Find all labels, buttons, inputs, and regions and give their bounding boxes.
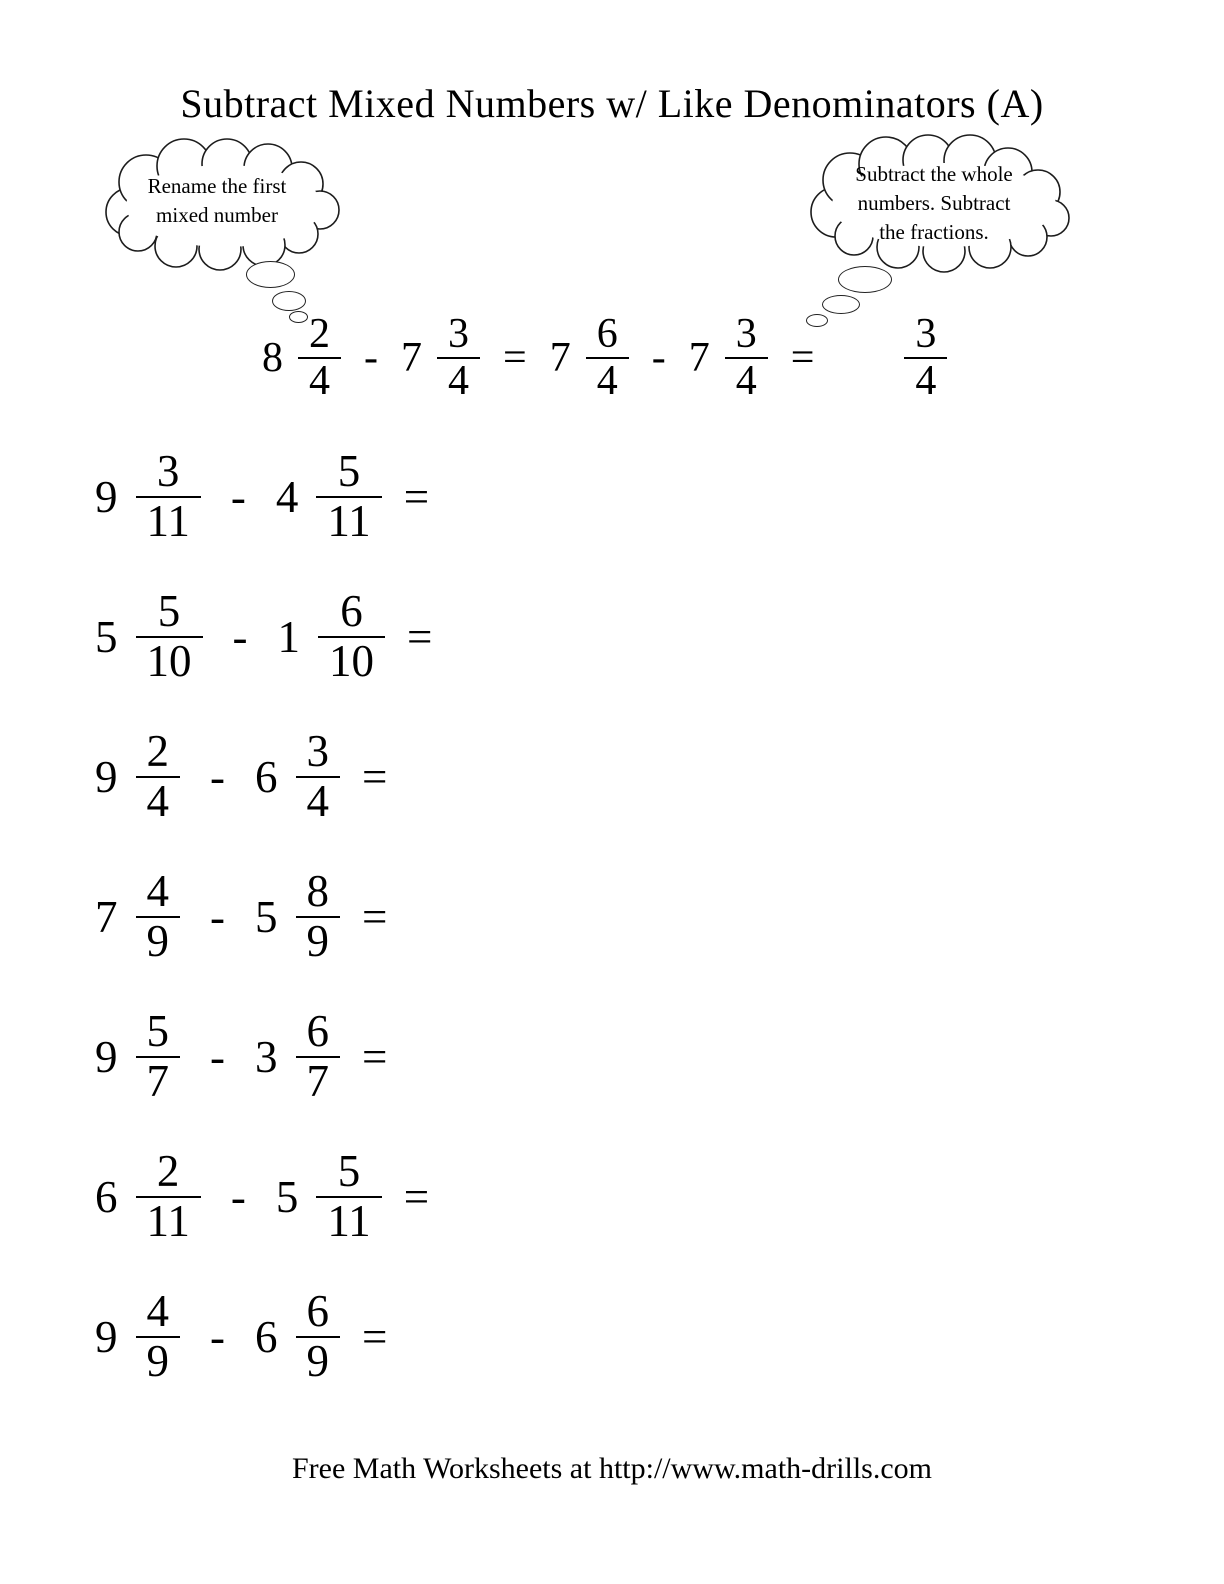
fraction: [298, 311, 341, 404]
bubble-left-line1: Rename the first: [147, 174, 287, 198]
fraction-numerator: 6: [306, 1286, 329, 1337]
fraction-numerator: 8: [306, 866, 329, 917]
whole-number-2: 5: [275, 1171, 299, 1222]
minus-sign: -: [210, 891, 225, 942]
whole-number-2: 3: [255, 1031, 278, 1082]
fraction-2: [296, 1006, 341, 1106]
fraction-numerator: 3: [306, 726, 329, 777]
fraction-numerator: 6: [596, 311, 618, 358]
problems-list: [95, 427, 444, 1407]
equals-sign: =: [362, 891, 388, 942]
whole-number-1: 9: [95, 1311, 118, 1362]
fraction-numerator: 2: [156, 1146, 180, 1197]
whole-number-1: 9: [95, 751, 118, 802]
fraction-1: [136, 586, 203, 686]
whole-number-2: 1: [277, 611, 300, 662]
whole-number-2: 6: [255, 1311, 278, 1362]
whole-number-2: 5: [255, 891, 278, 942]
fraction-numerator: 5: [337, 1146, 361, 1197]
fraction-numerator: 2: [146, 726, 169, 777]
fraction-denominator: 9: [146, 1336, 169, 1386]
fraction-denominator: 4: [309, 358, 330, 404]
equals-sign: =: [362, 1311, 388, 1362]
equals-sign: =: [407, 611, 433, 662]
minus-sign: -: [230, 471, 246, 522]
equals-sign: =: [790, 335, 815, 381]
whole-number-1: 5: [95, 611, 118, 662]
fraction-denominator: 10: [146, 636, 192, 686]
whole-number-2: 4: [275, 471, 299, 522]
example-equation: [262, 310, 947, 406]
whole-number: 7: [549, 335, 571, 381]
equals-sign: =: [362, 1031, 388, 1082]
fraction-numerator: 5: [146, 1006, 169, 1057]
fraction-denominator: 4: [448, 358, 469, 404]
fraction-denominator: 4: [915, 358, 937, 404]
fraction-numerator: 3: [735, 311, 757, 358]
fraction-denominator: 9: [306, 916, 329, 966]
whole-number: 7: [401, 335, 422, 381]
minus-sign: -: [651, 335, 666, 381]
fraction-denominator: 11: [146, 496, 190, 546]
fraction-denominator: 10: [329, 636, 374, 686]
fraction-denominator: 11: [327, 1196, 371, 1246]
fraction-1: [136, 1006, 181, 1106]
fraction-numerator: 6: [340, 586, 363, 637]
fraction-numerator: 6: [306, 1006, 329, 1057]
minus-sign: -: [232, 611, 248, 662]
fraction-1: [136, 726, 181, 826]
fraction-denominator: 9: [146, 916, 169, 966]
fraction-denominator: 11: [327, 496, 371, 546]
bubble-left-line2: mixed number: [156, 202, 278, 227]
fraction-1: [136, 866, 181, 966]
equals-sign: =: [503, 335, 527, 381]
minus-sign: -: [230, 1171, 246, 1222]
whole-number-1: 9: [95, 471, 118, 522]
thought-trail-dot: [272, 291, 306, 311]
fraction-numerator: 4: [146, 866, 169, 917]
fraction-numerator: 2: [309, 311, 330, 358]
minus-sign: -: [210, 1311, 225, 1362]
whole-number-1: 7: [95, 891, 118, 942]
fraction: [437, 311, 480, 404]
problem-row: [95, 707, 444, 847]
equals-sign: =: [403, 1171, 430, 1222]
equals-sign: =: [362, 751, 388, 802]
problem-row: [95, 987, 444, 1127]
thought-bubble-left: [108, 172, 326, 230]
fraction-numerator: 3: [915, 311, 937, 358]
equals-sign: =: [403, 471, 430, 522]
fraction-denominator: 7: [146, 1056, 169, 1106]
fraction-numerator: 5: [157, 586, 181, 637]
whole-number-2: 6: [255, 751, 278, 802]
thought-bubble-right: [806, 160, 1062, 247]
fraction-numerator: 3: [156, 446, 180, 497]
whole-number: 8: [262, 335, 283, 381]
whole-number-1: 6: [95, 1171, 118, 1222]
bubble-right-line3: the fractions.: [879, 219, 989, 244]
fraction-2: [316, 446, 381, 546]
problem-row: [95, 567, 444, 707]
bubble-right-line1: Subtract the whole: [855, 162, 1013, 186]
thought-trail-dot: [246, 261, 295, 288]
thought-trail-dot: [838, 266, 892, 293]
bubble-right-line2: numbers. Subtract: [857, 190, 1011, 215]
problem-row: [95, 1267, 444, 1407]
footer-credit: Free Math Worksheets at http://www.math-drills.com: [292, 1452, 932, 1485]
page-title: Subtract Mixed Numbers w/ Like Denominators (A): [180, 81, 1044, 126]
fraction-1: [136, 1286, 181, 1386]
whole-number: 7: [688, 335, 710, 381]
fraction-2: [296, 726, 341, 826]
minus-sign: -: [210, 751, 225, 802]
problem-row: [95, 427, 444, 567]
problem-row: [95, 847, 444, 987]
fraction-2: [318, 586, 385, 686]
minus-sign: -: [210, 1031, 225, 1082]
fraction-denominator: 7: [306, 1056, 329, 1106]
fraction-2: [316, 1146, 381, 1246]
fraction-denominator: 9: [306, 1336, 329, 1386]
fraction-numerator: 4: [146, 1286, 169, 1337]
problem-row: [95, 1127, 444, 1267]
fraction-denominator: 4: [306, 776, 329, 826]
fraction-1: [136, 446, 201, 546]
fraction-result: [904, 311, 947, 404]
fraction-denominator: 4: [735, 358, 757, 404]
fraction-denominator: 11: [146, 1196, 190, 1246]
fraction-numerator: 3: [448, 311, 469, 358]
fraction: [586, 311, 629, 404]
fraction-2: [296, 866, 341, 966]
minus-sign: -: [364, 335, 378, 381]
fraction-1: [136, 1146, 201, 1246]
fraction-denominator: 4: [596, 358, 618, 404]
fraction-denominator: 4: [146, 776, 169, 826]
fraction-2: [296, 1286, 341, 1386]
whole-number-1: 9: [95, 1031, 118, 1082]
fraction-numerator: 5: [337, 446, 361, 497]
fraction: [725, 311, 768, 404]
